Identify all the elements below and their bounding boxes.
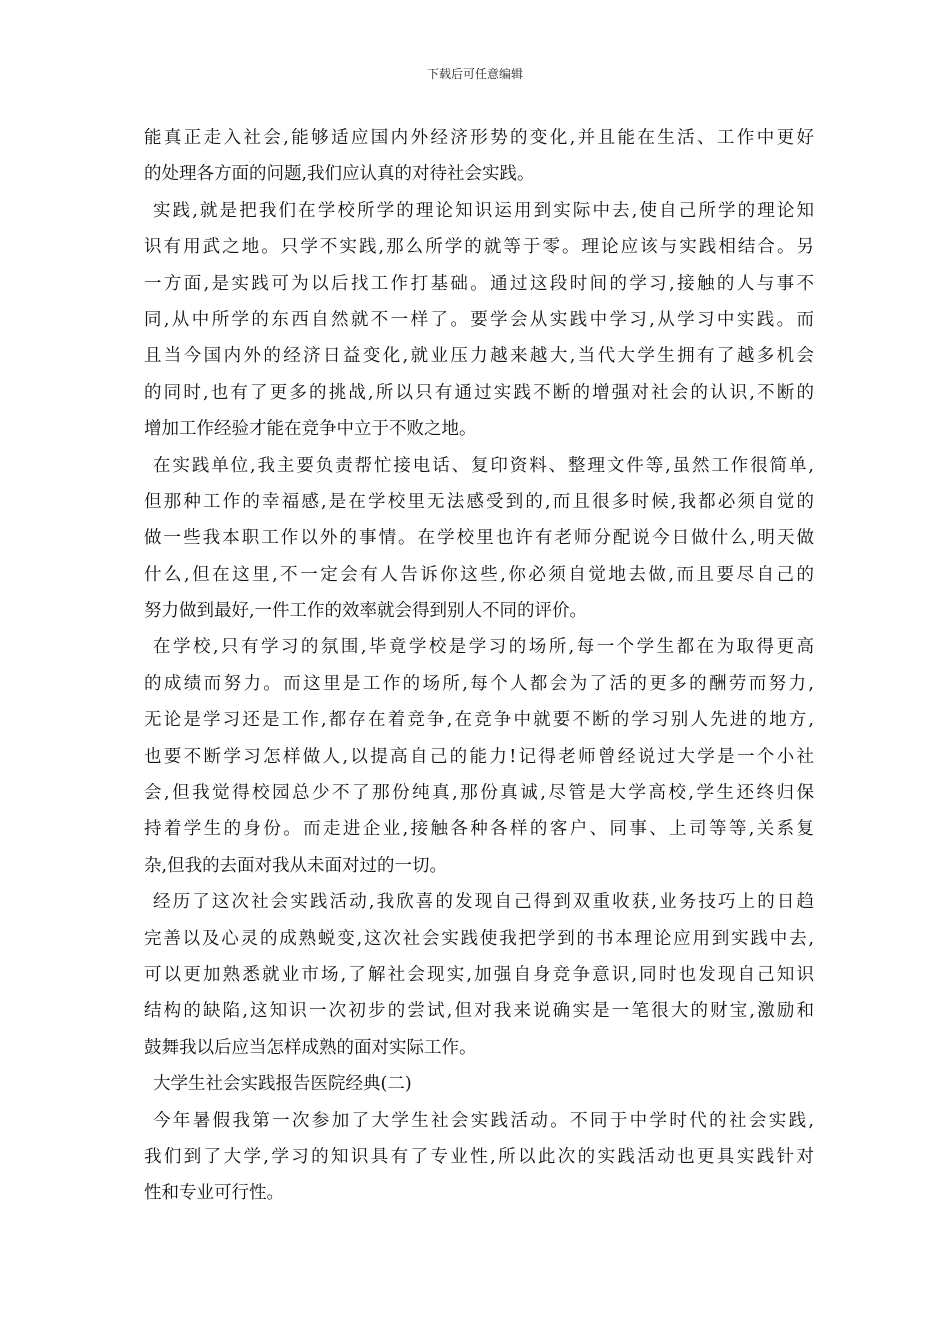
paragraph — [144, 1066, 814, 1102]
paragraph — [144, 193, 814, 448]
page-header: 下载后可任意编辑 — [426, 67, 523, 81]
text-line: 做一些我本职工作以外的事情。在学校里也许有老师分配说今日做什么,明天做 — [144, 528, 814, 549]
paragraph — [144, 629, 814, 884]
text-line: 我们到了大学,学习的知识具有了专业性,所以此次的实践活动也更具实践针对 — [144, 1146, 814, 1167]
text-line: 无论是学习还是工作,都存在着竞争,在竞争中就要不断的学习别人先进的地方, — [144, 710, 814, 731]
text-line: 杂,但我的去面对我从未面对过的一切。 — [144, 855, 448, 876]
body-text — [144, 120, 814, 1212]
text-line: 也要不断学习怎样做人,以提高自己的能力!记得老师曾经说过大学是一个小社 — [144, 746, 814, 767]
text-line: 增加工作经验才能在竞争中立于不败之地。 — [144, 419, 477, 440]
text-line: 持着学生的身份。而走进企业,接触各种各样的客户、同事、上司等等,关系复 — [144, 819, 814, 840]
text-line: 能真正走入社会,能够适应国内外经济形势的变化,并且能在生活、工作中更好 — [144, 128, 814, 148]
paragraph — [144, 1103, 814, 1212]
text-line: 在学校,只有学习的氛围,毕竟学校是学习的场所,每一个学生都在为取得更高 — [153, 637, 814, 658]
text-line: 性和专业可行性。 — [144, 1183, 284, 1204]
text-line: 结构的缺陷,这知识一次初步的尝试,但对我来说确实是一笔很大的财宝,激励和 — [144, 1001, 814, 1022]
text-line: 在实践单位,我主要负责帮忙接电话、复印资料、整理文件等,虽然工作很简单, — [153, 455, 814, 476]
paragraph — [144, 120, 814, 193]
text-line: 大学生社会实践报告医院经典(二) — [153, 1074, 412, 1095]
text-line: 完善以及心灵的成熟蜕变,这次社会实践使我把学到的书本理论应用到实践中去, — [144, 928, 814, 949]
text-line: 什么,但在这里,不一定会有人告诉你这些,你必须自觉地去做,而且要尽自己的 — [144, 564, 814, 585]
text-line: 的成绩而努力。而这里是工作的场所,每个人都会为了活的更多的酬劳而努力, — [144, 673, 814, 694]
text-line: 一方面,是实践可为以后找工作打基础。通过这段时间的学习,接触的人与事不 — [144, 273, 814, 294]
text-line: 鼓舞我以后应当怎样成熟的面对实际工作。 — [144, 1037, 477, 1058]
text-line: 经历了这次社会实践活动,我欣喜的发现自己得到双重收获,业务技巧上的日趋 — [153, 892, 814, 913]
text-line: 实践,就是把我们在学校所学的理论知识运用到实际中去,使自己所学的理论知 — [153, 200, 814, 221]
text-line: 今年暑假我第一次参加了大学生社会实践活动。不同于中学时代的社会实践, — [153, 1110, 814, 1131]
text-line: 努力做到最好,一件工作的效率就会得到别人不同的评价。 — [144, 601, 588, 622]
text-line: 会,但我觉得校园总少不了那份纯真,那份真诚,尽管是大学高校,学生还终归保 — [144, 783, 814, 804]
text-line: 且当今国内外的经济日益变化,就业压力越来越大,当代大学生拥有了越多机会 — [144, 346, 814, 367]
text-line: 识有用武之地。只学不实践,那么所学的就等于零。理论应该与实践相结合。另 — [144, 237, 814, 258]
text-line: 但那种工作的幸福感,是在学校里无法感受到的,而且很多时候,我都必须自觉的 — [144, 491, 814, 512]
text-line: 的处理各方面的问题,我们应认真的对待社会实践。 — [144, 164, 535, 185]
text-line: 可以更加熟悉就业市场,了解社会现实,加强自身竞争意识,同时也发现自己知识 — [144, 964, 814, 985]
paragraph — [144, 448, 814, 630]
text-line: 的同时,也有了更多的挑战,所以只有通过实践不断的增强对社会的认识,不断的 — [144, 382, 814, 403]
text-line: 同,从中所学的东西自然就不一样了。要学会从实践中学习,从学习中实践。而 — [144, 309, 814, 330]
paragraph — [144, 884, 814, 1066]
